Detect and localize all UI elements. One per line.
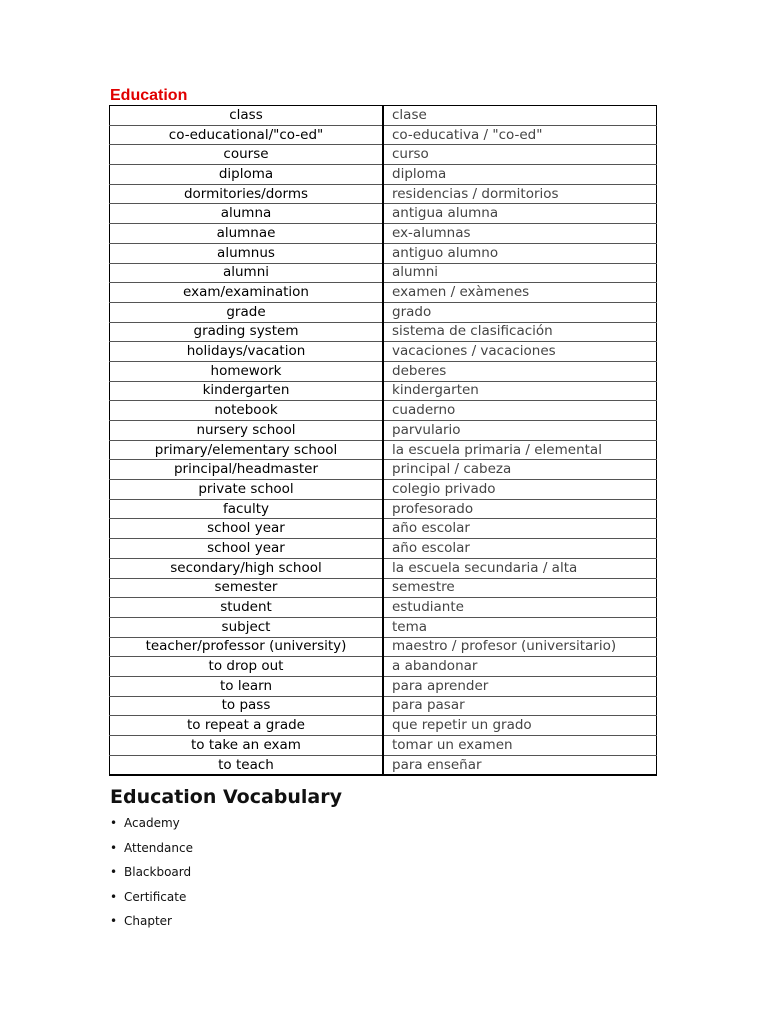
table-row — [110, 224, 657, 244]
spanish-term: colegio privado — [383, 480, 657, 500]
english-term: alumna — [110, 204, 384, 224]
table-row — [110, 421, 657, 441]
table-row — [110, 460, 657, 480]
spanish-term: parvulario — [383, 421, 657, 441]
english-term: notebook — [110, 401, 384, 421]
english-term: secondary/high school — [110, 558, 384, 578]
english-term: to teach — [110, 755, 384, 775]
table-row — [110, 519, 657, 539]
spanish-term: para enseñar — [383, 755, 657, 775]
list-item-label: Certificate — [124, 889, 187, 904]
english-term: alumnae — [110, 224, 384, 244]
bullet-icon: • — [110, 889, 118, 904]
spanish-term: semestre — [383, 578, 657, 598]
english-term: kindergarten — [110, 381, 384, 401]
table-row — [110, 657, 657, 677]
english-term: principal/headmaster — [110, 460, 384, 480]
spanish-term: maestro / profesor (universitario) — [383, 637, 657, 657]
spanish-term: año escolar — [383, 519, 657, 539]
table-row — [110, 558, 657, 578]
table-row — [110, 165, 657, 185]
table-row — [110, 106, 657, 126]
table-row — [110, 539, 657, 559]
table-row — [110, 598, 657, 618]
spanish-term: que repetir un grado — [383, 716, 657, 736]
table-row — [110, 302, 657, 322]
list-item-label: Attendance — [124, 840, 193, 855]
table-row — [110, 322, 657, 342]
english-term: diploma — [110, 165, 384, 185]
table-row — [110, 696, 657, 716]
list-item — [110, 839, 193, 864]
english-term: class — [110, 106, 384, 126]
spanish-term: diploma — [383, 165, 657, 185]
list-item — [110, 814, 193, 839]
spanish-term: año escolar — [383, 539, 657, 559]
spanish-term: grado — [383, 302, 657, 322]
table-row — [110, 263, 657, 283]
list-item-label: Chapter — [124, 914, 172, 928]
spanish-term: deberes — [383, 361, 657, 381]
english-term: holidays/vacation — [110, 342, 384, 362]
table-row — [110, 440, 657, 460]
spanish-term: residencias / dormitorios — [383, 184, 657, 204]
english-term: to take an exam — [110, 736, 384, 756]
table-row — [110, 125, 657, 145]
spanish-term: cuaderno — [383, 401, 657, 421]
table-row — [110, 145, 657, 165]
english-term: faculty — [110, 499, 384, 519]
vocabulary-heading: Education Vocabulary — [110, 786, 342, 808]
english-term: alumnus — [110, 243, 384, 263]
spanish-term: kindergarten — [383, 381, 657, 401]
english-term: grading system — [110, 322, 384, 342]
table-row — [110, 243, 657, 263]
vocabulary-list — [110, 814, 193, 937]
spanish-term: antigua alumna — [383, 204, 657, 224]
spanish-term: tomar un examen — [383, 736, 657, 756]
spanish-term: clase — [383, 106, 657, 126]
table-row — [110, 184, 657, 204]
english-term: co-educational/"co-ed" — [110, 125, 384, 145]
table-row — [110, 480, 657, 500]
table-row — [110, 637, 657, 657]
english-term: to repeat a grade — [110, 716, 384, 736]
spanish-term: a abandonar — [383, 657, 657, 677]
list-item — [110, 888, 193, 913]
table-row — [110, 499, 657, 519]
spanish-term: co-educativa / "co-ed" — [383, 125, 657, 145]
spanish-term: principal / cabeza — [383, 460, 657, 480]
spanish-term: curso — [383, 145, 657, 165]
table-row — [110, 401, 657, 421]
spanish-term: ex-alumnas — [383, 224, 657, 244]
english-term: to learn — [110, 676, 384, 696]
english-term: school year — [110, 539, 384, 559]
table-row — [110, 716, 657, 736]
spanish-term: la escuela primaria / elemental — [383, 440, 657, 460]
english-term: student — [110, 598, 384, 618]
bullet-icon: • — [110, 914, 118, 928]
spanish-term: la escuela secundaria / alta — [383, 558, 657, 578]
spanish-term: profesorado — [383, 499, 657, 519]
spanish-term: estudiante — [383, 598, 657, 618]
bullet-icon: • — [110, 840, 118, 855]
spanish-term: antiguo alumno — [383, 243, 657, 263]
table-row — [110, 736, 657, 756]
english-term: school year — [110, 519, 384, 539]
section-title: Education — [110, 87, 188, 104]
spanish-term: para pasar — [383, 696, 657, 716]
table-row — [110, 342, 657, 362]
english-term: alumni — [110, 263, 384, 283]
table-row — [110, 578, 657, 598]
english-term: subject — [110, 617, 384, 637]
table-row — [110, 381, 657, 401]
list-item — [110, 912, 193, 937]
spanish-term: vacaciones / vacaciones — [383, 342, 657, 362]
english-term: homework — [110, 361, 384, 381]
english-term: nursery school — [110, 421, 384, 441]
spanish-term: alumni — [383, 263, 657, 283]
bullet-icon: • — [110, 865, 118, 879]
table-row — [110, 676, 657, 696]
table-row — [110, 204, 657, 224]
list-item-label: Academy — [124, 816, 180, 830]
english-term: grade — [110, 302, 384, 322]
table-row — [110, 283, 657, 303]
english-term: semester — [110, 578, 384, 598]
table-row — [110, 617, 657, 637]
vocabulary-table-body — [110, 106, 657, 776]
english-term: teacher/professor (university) — [110, 637, 384, 657]
spanish-term: sistema de clasificación — [383, 322, 657, 342]
english-term: primary/elementary school — [110, 440, 384, 460]
list-item-label: Blackboard — [124, 865, 192, 879]
spanish-term: tema — [383, 617, 657, 637]
spanish-term: examen / exàmenes — [383, 283, 657, 303]
english-term: to drop out — [110, 657, 384, 677]
bullet-icon: • — [110, 816, 118, 830]
english-term: to pass — [110, 696, 384, 716]
list-item — [110, 863, 193, 888]
table-row — [110, 361, 657, 381]
english-term: exam/examination — [110, 283, 384, 303]
english-term: dormitories/dorms — [110, 184, 384, 204]
vocabulary-table — [109, 105, 657, 776]
english-term: course — [110, 145, 384, 165]
english-term: private school — [110, 480, 384, 500]
table-row — [110, 755, 657, 775]
spanish-term: para aprender — [383, 676, 657, 696]
